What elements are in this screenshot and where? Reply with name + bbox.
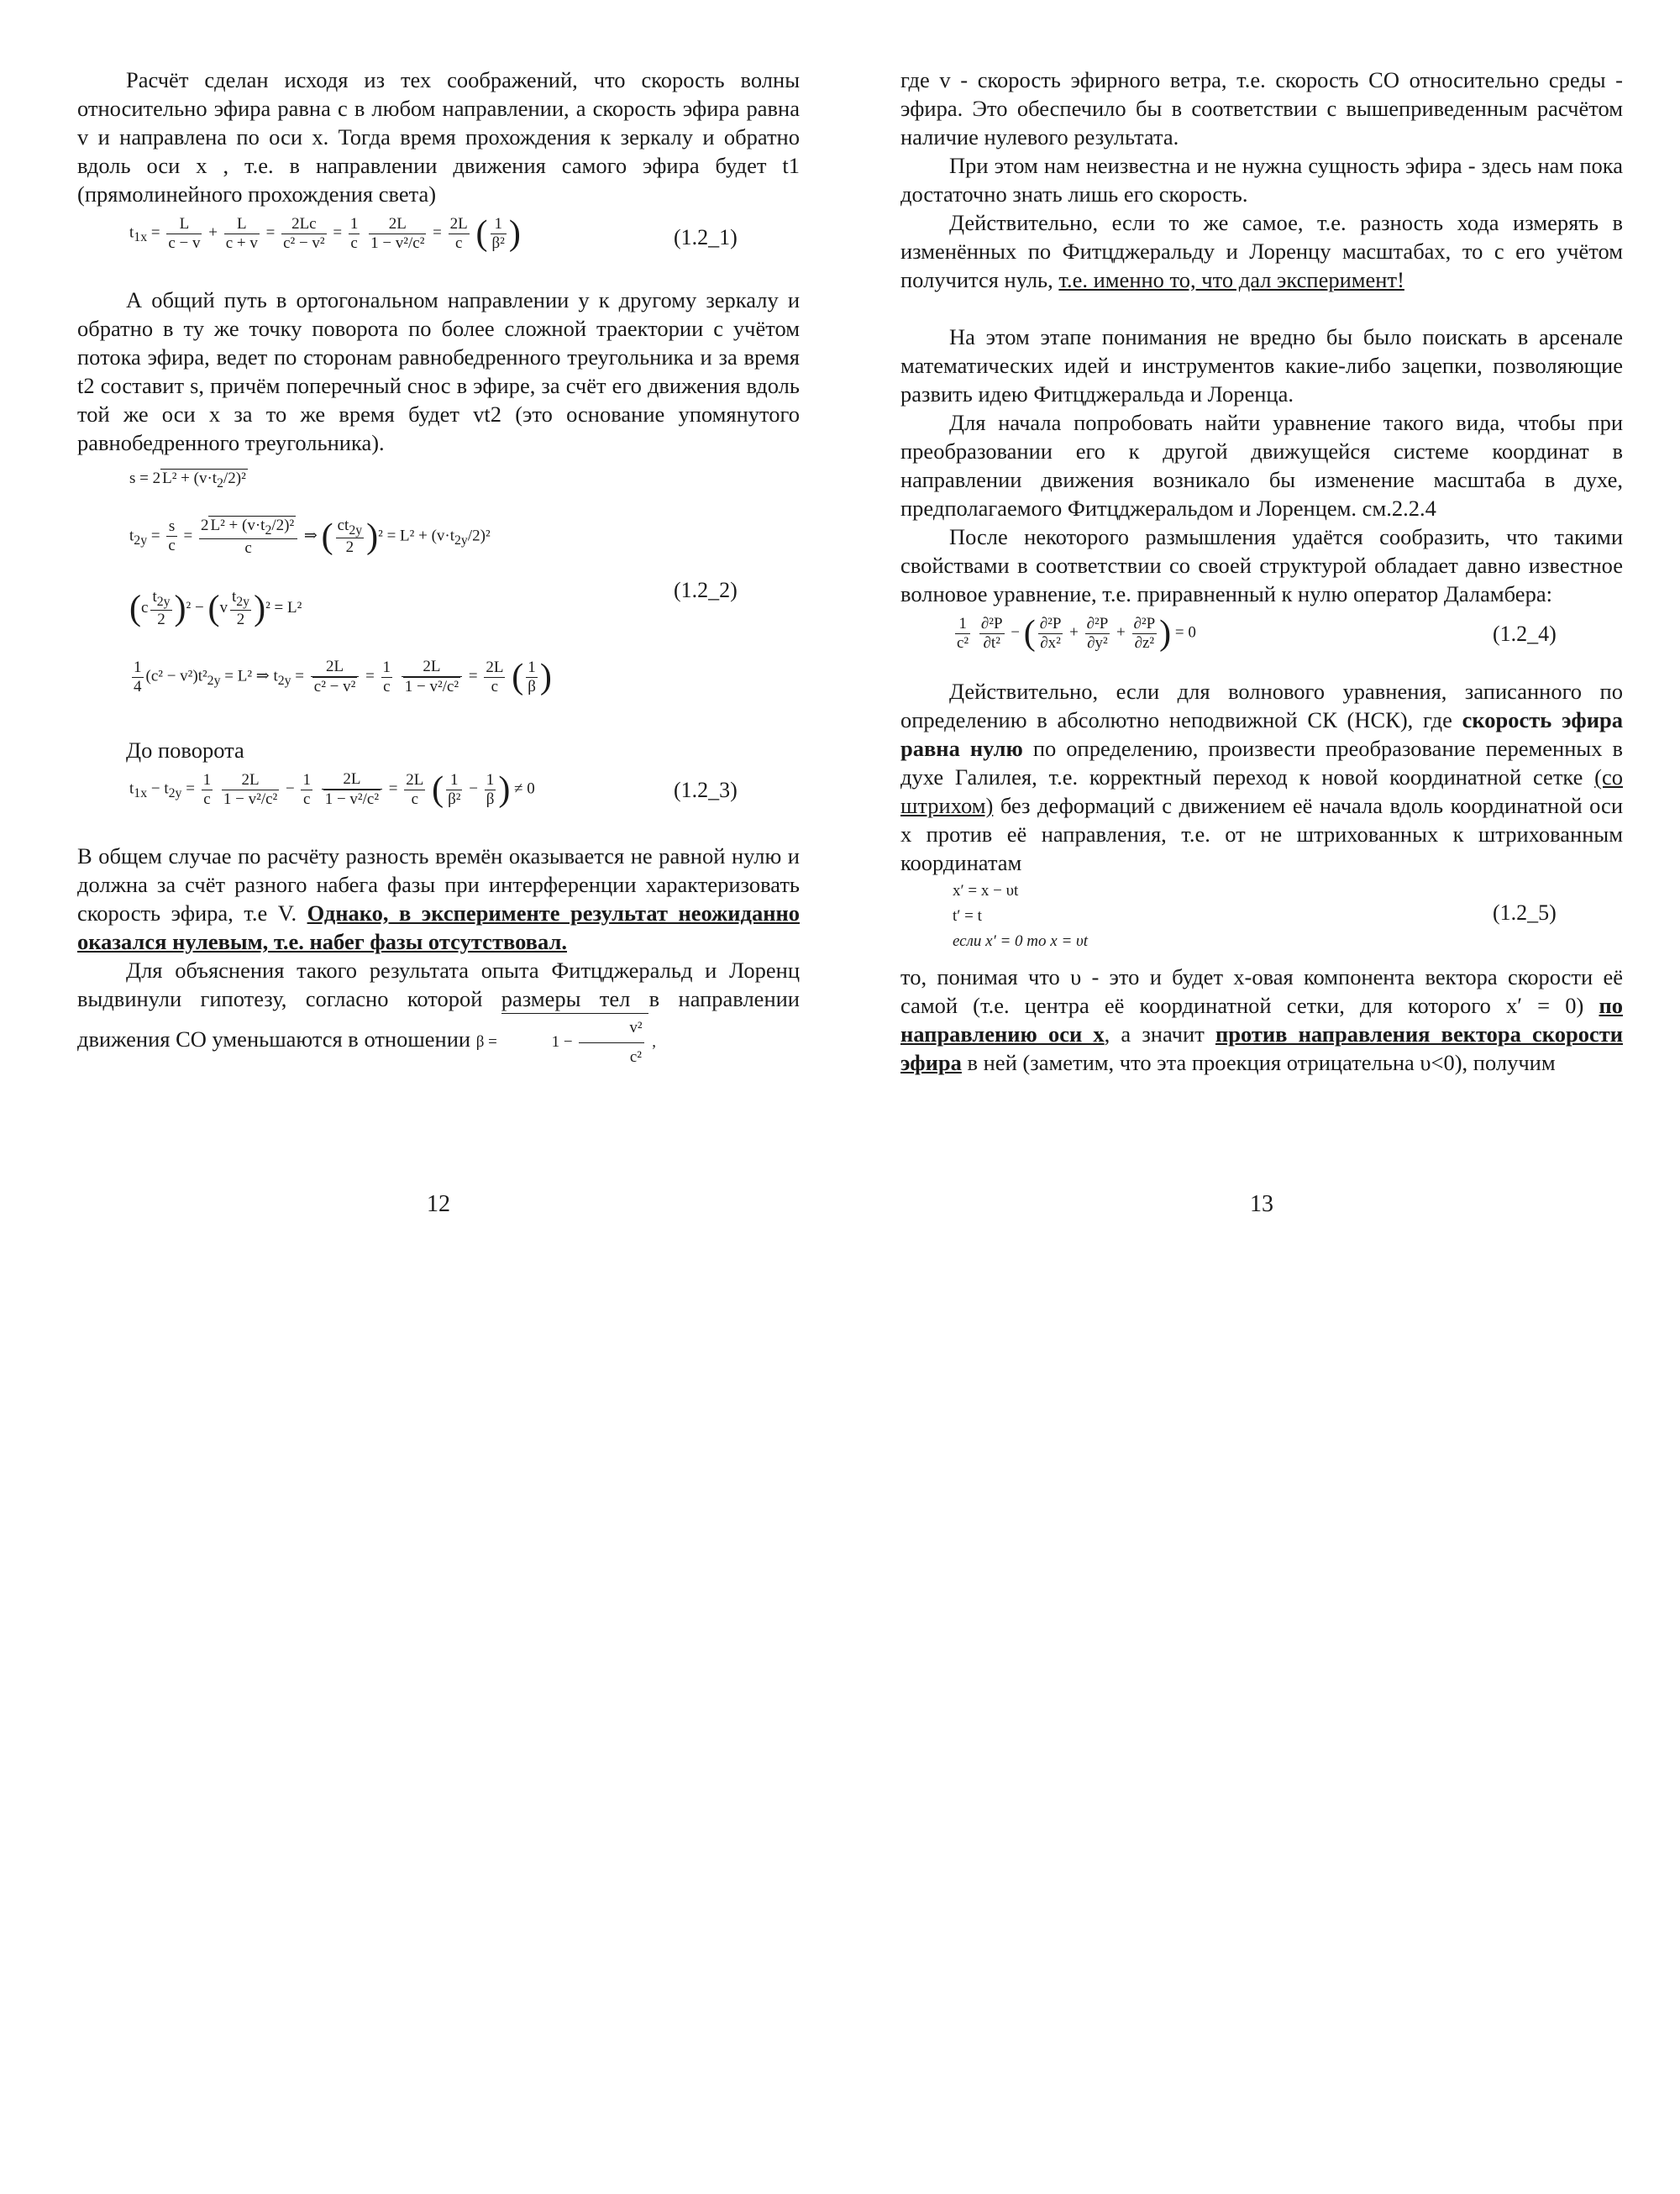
right-paragraph-7-text-a: Действительно, если для волнового уравнения, записанного по определению в абсолютно неподвижной СК (НСК), где	[900, 679, 1623, 732]
right-paragraph-7-bold: скорость эфира равна нулю	[900, 707, 1623, 761]
paragraph-gap	[900, 294, 1623, 323]
right-paragraph-4: На этом этапе понимания не вредно бы было поискать в арсенале математических идей и инструментов какие-либо зацепки, позволяющие развить идею Фитцджеральда и Лоренца.	[900, 324, 1623, 407]
right-paragraph-3	[900, 208, 1623, 294]
left-page-number: 12	[427, 1191, 450, 1217]
right-paragraph-3-underlined: т.е. именно то, что дал эксперимент!	[1058, 267, 1404, 292]
equation-1-2-4-label: (1.2_4)	[1493, 622, 1557, 646]
equation-1-2-5-line-2: t′ = t	[953, 907, 982, 925]
right-paragraph-8-text-a: то, понимая что υ - это и будет x-овая компонента вектора скорости её самой (т.е. центра её координатной сетки, для которого x′ = 0)	[900, 964, 1623, 1018]
right-paragraph-3-text: Действительно, если то же самое, т.е. разность хода измерять в изменённых по Фитцджеральду и Лоренцу масштабах, то с его учётом получится нуль,	[900, 210, 1623, 292]
right-paragraph-8-text-b: , а значит	[1104, 1021, 1215, 1047]
left-paragraph-1: Расчёт сделан исходя из тех соображений, что скорость волны относительно эфира равна c в любом направлении, а скорость эфира равна v и направлена по оси x. Тогда время прохождения к зеркалу и обратно вдоль оси x , т.е. в направлении движения самого эфира будет t1 (прямолинейного прохождения света)	[77, 67, 800, 207]
right-paragraph-7-underlined: (со штрихом)	[900, 764, 1623, 818]
right-paragraph-7	[900, 677, 1623, 877]
equation-1-2-2	[77, 462, 800, 731]
equation-1-2-1-formula: $t_{1x}$ = $\frac{L}{c - v}$ + $\frac{L}{c + v}$ = $\frac{2Lc}{\text{c² − v²}}$ = $\frac{1}{c}$ $\frac{2L}{\text{1 − v²/c²}}$ = $\frac{2L}{c}$ ( $\frac{1}{\text{β²}}$ )	[129, 214, 521, 253]
right-paragraph-5: Для начала попробовать найти уравнение такого вида, чтобы при преобразовании его к другой движущейся системе координат в направлении движения возникало бы изменение масштаба в духе, предполагаемого Фитцджеральдом и Лоренцем. см.2.2.4	[900, 410, 1623, 521]
equation-1-2-2-line-3: (c $\frac{t_{2y}}{2}$ )² − (v $\frac{t_{2y}}{2}$ )² = L²	[129, 588, 302, 628]
equation-1-2-5-line-3: если x′ = 0 то x = υt	[953, 932, 1089, 950]
right-page	[900, 66, 1624, 1217]
right-paragraph-8-text-c: в ней (заметим, что эта проекция отрицательна υ<0), получим	[961, 1050, 1556, 1075]
equation-1-2-3-label: (1.2_3)	[674, 778, 738, 802]
left-paragraph-5-text: Для объяснения такого результата опыта Фитцджеральд и Лоренц выдвинули гипотезу, согласно которой размеры тел в направлении движения СО уменьшаются в отношении	[77, 958, 800, 1052]
right-paragraph-8-emphasis-a: по направлению оси x	[900, 993, 1623, 1047]
equation-1-2-2-line-1: s = 2 $L^2 + (v\cdot t_2/2)^2$	[129, 470, 246, 491]
equation-1-2-4-formula: $\frac{1}{\text{c²}}$ $\frac{\text{∂²P}}{\text{∂t²}}$ − ( $\frac{\text{∂²P}}{\text{∂x²}}$ + $\frac{\text{∂²P}}{\text{∂y²}}$ + $\frac{\text{∂²P}}{\text{∂z²}}$ ) = 0	[957, 614, 1196, 653]
equation-1-2-5	[900, 882, 1623, 958]
left-paragraph-5	[77, 956, 800, 1072]
equation-1-2-2-line-4: $\frac{1}{4}$ $(c^2 - v^2)t^2_{2y} = L^2$ ⇒ $t_{2y}$ = $\frac{2L}{\text{c² − v²}}$ = $\frac{1}{c}$ $\frac{2L}{\text{1 − v²/c²}}$ = $\frac{2L}{c}$ ( $\frac{1}{\beta}$ )	[134, 658, 552, 696]
equation-1-2-2-line-2: $t_{2y}$ = $\frac{s}{c}$ = $\frac{2 L^2 + (v\cdot t_2/2)^2}{c}$ ⇒ ( $\frac{ct_{2y}}{2}$ )$^2 = L^2 + (v\cdot t_{2y}/2)^2$	[129, 516, 491, 557]
left-paragraph-4-text: В общем случае по расчёту разность времён оказывается не равной нулю и должна за счёт разного набега фазы при интерференции характеризовать скорость эфира, т.е V.	[77, 843, 800, 926]
left-paragraph-3: До поворота	[126, 737, 244, 763]
left-page	[77, 66, 800, 1217]
beta-formula: β = 1 − $\frac{\text{v²}}{\text{c²}}$ ,	[476, 1033, 656, 1051]
equation-1-2-3-formula: $t_{1x} - t_{2y}$ = $\frac{1}{c}$ $\frac{2L}{\text{1 − v²/c²}}$ − $\frac{1}{c}$ $\frac{2L}{\text{1 − v²/c²}}$ = $\frac{2L}{c}$ ( $\frac{1}{\text{β²}}$ − $\frac{1}{\beta}$ ) ≠ 0	[129, 770, 535, 809]
equation-1-2-3	[77, 769, 800, 837]
left-paragraph-4-emphasis: Однако, в эксперименте результат неожиданно оказался нулевым, т.е. набег фазы отсутствовал.	[77, 900, 800, 954]
equation-1-2-5-line-1: x′ = x − υt	[953, 882, 1019, 900]
right-page-number: 13	[1250, 1191, 1273, 1217]
equation-1-2-4	[900, 613, 1623, 672]
equation-1-2-1-label: (1.2_1)	[674, 225, 738, 249]
right-paragraph-8	[900, 963, 1623, 1077]
right-paragraph-8-emphasis-b: против направления вектора скорости эфира	[900, 1021, 1624, 1075]
right-paragraph-7-text-c: без деформаций с движением её начала вдоль координатной оси x против её направления, т.е. от не штрихованных к штрихованным координатам	[900, 793, 1623, 875]
right-paragraph-7-text-b: по определению, произвести преобразование переменных в духе Галилея, т.е. корректный переход к новой координатной сетке	[900, 736, 1623, 790]
equation-1-2-5-label: (1.2_5)	[1493, 900, 1557, 925]
right-paragraph-1: где v - скорость эфирного ветра, т.е. скорость СО относительно среды - эфира. Это обеспечило бы в соответствии с вышеприведенным расчётом наличие нулевого результата.	[900, 67, 1623, 150]
equation-1-2-2-label: (1.2_2)	[674, 578, 738, 602]
left-paragraph-4	[77, 842, 800, 956]
left-paragraph-2: А общий путь в ортогональном направлении y к другому зеркалу и обратно в ту же точку поворота по более сложной траектории с учётом потока эфира, ведет по сторонам равнобедренного треугольника и за время t2 составит s, причём поперечный снос в эфире, за счёт его движения вдоль той же оси x за то же время будет vt2 (это основание упомянутого равнобедренного треугольника).	[77, 287, 800, 455]
equation-1-2-1	[77, 213, 800, 281]
right-paragraph-2: При этом нам неизвестна и не нужна сущность эфира - здесь нам пока достаточно знать лишь его скорость.	[900, 153, 1623, 207]
right-paragraph-6: После некоторого размышления удаётся сообразить, что такими свойствами в соответствии со своей структурой обладает давно известное волновое уравнение, т.е. приравненный к нулю оператор Даламбера:	[900, 524, 1623, 606]
